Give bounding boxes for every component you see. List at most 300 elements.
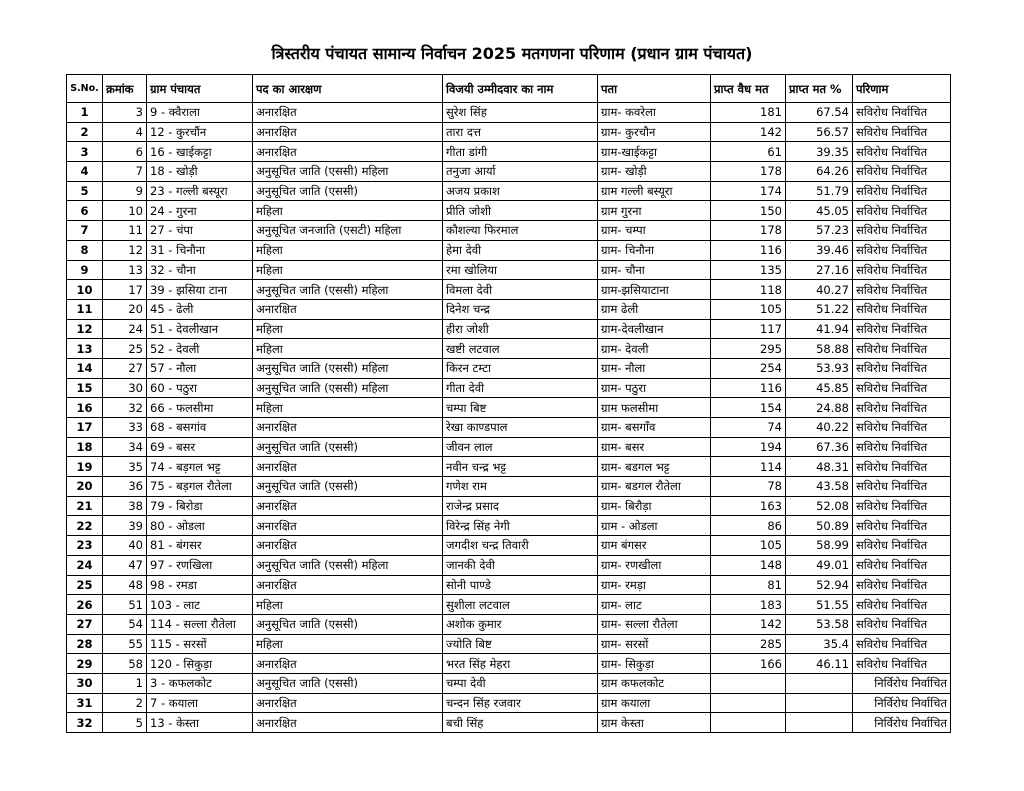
header-reservation: पद का आरक्षण	[253, 75, 443, 103]
cell-reservation: अनुसूचित जाति (एससी)	[253, 437, 443, 457]
cell-vote-percent: 51.55	[786, 595, 853, 615]
cell-sno: 17	[67, 418, 103, 438]
cell-gram-panchayat: 16 - खाईकट्टा	[147, 142, 253, 162]
cell-valid-votes: 78	[711, 477, 786, 497]
cell-result: सविरोध निर्वाचित	[853, 614, 951, 634]
cell-address: ग्राम-खाईकट्टा	[598, 142, 711, 162]
cell-winner-name: चन्दन सिंह रजवार	[443, 693, 598, 713]
cell-gram-panchayat: 45 - ढेली	[147, 299, 253, 319]
cell-address: ग्राम- सिकुड़ा	[598, 654, 711, 674]
cell-reservation: अनारक्षित	[253, 418, 443, 438]
cell-valid-votes: 178	[711, 162, 786, 182]
cell-address: ग्राम फलसीमा	[598, 398, 711, 418]
cell-serial: 58	[103, 654, 147, 674]
cell-sno: 3	[67, 142, 103, 162]
cell-winner-name: गीता देवी	[443, 378, 598, 398]
table-body	[67, 103, 951, 733]
cell-address: ग्राम- चम्पा	[598, 221, 711, 241]
cell-winner-name: विरेन्द्र सिंह नेगी	[443, 516, 598, 536]
cell-reservation: महिला	[253, 634, 443, 654]
cell-gram-panchayat: 13 - केस्ता	[147, 713, 253, 733]
table-row	[67, 142, 951, 162]
cell-address: ग्राम गल्ली बस्यूरा	[598, 181, 711, 201]
cell-sno: 23	[67, 536, 103, 556]
cell-result: सविरोध निर्वाचित	[853, 634, 951, 654]
cell-sno: 18	[67, 437, 103, 457]
cell-result: सविरोध निर्वाचित	[853, 162, 951, 182]
cell-result: सविरोध निर्वाचित	[853, 477, 951, 497]
cell-valid-votes: 295	[711, 339, 786, 359]
cell-gram-panchayat: 69 - बसर	[147, 437, 253, 457]
cell-winner-name: रेखा काण्डपाल	[443, 418, 598, 438]
cell-sno: 29	[67, 654, 103, 674]
cell-reservation: अनारक्षित	[253, 536, 443, 556]
cell-reservation: अनारक्षित	[253, 299, 443, 319]
cell-valid-votes: 154	[711, 398, 786, 418]
cell-sno: 21	[67, 496, 103, 516]
cell-result: निर्विरोध निर्वाचित	[853, 673, 951, 693]
cell-reservation: महिला	[253, 339, 443, 359]
cell-sno: 12	[67, 319, 103, 339]
cell-reservation: अनारक्षित	[253, 457, 443, 477]
cell-serial: 30	[103, 378, 147, 398]
table-row	[67, 713, 951, 733]
cell-reservation: अनारक्षित	[253, 122, 443, 142]
cell-valid-votes: 105	[711, 536, 786, 556]
cell-winner-name: नवीन चन्द्र भट्ट	[443, 457, 598, 477]
header-winner-name: विजयी उम्मीदवार का नाम	[443, 75, 598, 103]
cell-gram-panchayat: 97 - रणखिला	[147, 555, 253, 575]
cell-serial: 36	[103, 477, 147, 497]
cell-gram-panchayat: 18 - खोड़ी	[147, 162, 253, 182]
cell-reservation: अनारक्षित	[253, 103, 443, 123]
cell-winner-name: भरत सिंह मेहरा	[443, 654, 598, 674]
cell-winner-name: हेमा देवी	[443, 240, 598, 260]
cell-winner-name: विमला देवी	[443, 280, 598, 300]
cell-reservation: अनारक्षित	[253, 713, 443, 733]
cell-vote-percent: 67.54	[786, 103, 853, 123]
cell-gram-panchayat: 7 - कयाला	[147, 693, 253, 713]
cell-sno: 6	[67, 201, 103, 221]
cell-sno: 32	[67, 713, 103, 733]
cell-result: सविरोध निर्वाचित	[853, 122, 951, 142]
cell-sno: 27	[67, 614, 103, 634]
cell-valid-votes: 166	[711, 654, 786, 674]
cell-result: सविरोध निर्वाचित	[853, 280, 951, 300]
table-row	[67, 103, 951, 123]
cell-reservation: अनुसूचित जाति (एससी) महिला	[253, 280, 443, 300]
cell-reservation: अनुसूचित जनजाति (एसटी) महिला	[253, 221, 443, 241]
table-row	[67, 398, 951, 418]
header-result: परिणाम	[853, 75, 951, 103]
cell-reservation: महिला	[253, 398, 443, 418]
cell-address: ग्राम- कवरेला	[598, 103, 711, 123]
cell-valid-votes: 181	[711, 103, 786, 123]
cell-valid-votes: 183	[711, 595, 786, 615]
cell-sno: 31	[67, 693, 103, 713]
table-row	[67, 299, 951, 319]
cell-address: ग्राम- रणखीला	[598, 555, 711, 575]
cell-vote-percent: 39.46	[786, 240, 853, 260]
cell-vote-percent: 53.93	[786, 358, 853, 378]
cell-valid-votes: 114	[711, 457, 786, 477]
header-address: पता	[598, 75, 711, 103]
cell-valid-votes	[711, 713, 786, 733]
cell-vote-percent: 46.11	[786, 654, 853, 674]
cell-valid-votes: 148	[711, 555, 786, 575]
cell-result: सविरोध निर्वाचित	[853, 319, 951, 339]
cell-result: सविरोध निर्वाचित	[853, 240, 951, 260]
cell-valid-votes: 254	[711, 358, 786, 378]
cell-winner-name: गीता डांगी	[443, 142, 598, 162]
header-row	[67, 75, 951, 103]
cell-valid-votes: 163	[711, 496, 786, 516]
table-row	[67, 555, 951, 575]
cell-sno: 20	[67, 477, 103, 497]
table-header	[67, 75, 951, 103]
cell-winner-name: ज्योति बिष्ट	[443, 634, 598, 654]
cell-vote-percent: 27.16	[786, 260, 853, 280]
cell-result: निर्विरोध निर्वाचित	[853, 693, 951, 713]
header-valid-votes: प्राप्त वैध मत	[711, 75, 786, 103]
table-row	[67, 280, 951, 300]
cell-result: सविरोध निर्वाचित	[853, 181, 951, 201]
cell-serial: 33	[103, 418, 147, 438]
header-vote-percent: प्राप्त मत %	[786, 75, 853, 103]
cell-address: ग्राम-झसियाटाना	[598, 280, 711, 300]
cell-result: सविरोध निर्वाचित	[853, 201, 951, 221]
table-row	[67, 673, 951, 693]
cell-winner-name: राजेन्द्र प्रसाद	[443, 496, 598, 516]
cell-valid-votes	[711, 693, 786, 713]
cell-result: सविरोध निर्वाचित	[853, 496, 951, 516]
cell-valid-votes: 118	[711, 280, 786, 300]
cell-sno: 11	[67, 299, 103, 319]
table-row	[67, 221, 951, 241]
cell-vote-percent: 57.23	[786, 221, 853, 241]
cell-address: ग्राम- चौना	[598, 260, 711, 280]
cell-gram-panchayat: 52 - देवली	[147, 339, 253, 359]
cell-serial: 55	[103, 634, 147, 654]
cell-serial: 2	[103, 693, 147, 713]
cell-winner-name: तनुजा आर्या	[443, 162, 598, 182]
cell-valid-votes: 116	[711, 240, 786, 260]
cell-vote-percent: 39.35	[786, 142, 853, 162]
cell-winner-name: कौशल्या फिरमाल	[443, 221, 598, 241]
cell-reservation: अनारक्षित	[253, 575, 443, 595]
cell-address: ग्राम- बडगल भट्ट	[598, 457, 711, 477]
cell-address: ग्राम- सल्ला रौतेला	[598, 614, 711, 634]
cell-reservation: अनुसूचित जाति (एससी) महिला	[253, 555, 443, 575]
cell-address: ग्राम- बिरौड़ा	[598, 496, 711, 516]
cell-vote-percent	[786, 693, 853, 713]
cell-serial: 10	[103, 201, 147, 221]
cell-winner-name: चम्पा देवी	[443, 673, 598, 693]
cell-vote-percent: 67.36	[786, 437, 853, 457]
cell-address: ग्राम- बसर	[598, 437, 711, 457]
cell-sno: 4	[67, 162, 103, 182]
cell-sno: 1	[67, 103, 103, 123]
cell-serial: 13	[103, 260, 147, 280]
cell-vote-percent: 40.22	[786, 418, 853, 438]
cell-result: सविरोध निर्वाचित	[853, 595, 951, 615]
cell-serial: 11	[103, 221, 147, 241]
cell-valid-votes	[711, 673, 786, 693]
cell-winner-name: प्रीति जोशी	[443, 201, 598, 221]
cell-valid-votes: 135	[711, 260, 786, 280]
table-row	[67, 437, 951, 457]
table-row	[67, 477, 951, 497]
cell-reservation: अनारक्षित	[253, 142, 443, 162]
table-row	[67, 634, 951, 654]
cell-address: ग्राम- नौला	[598, 358, 711, 378]
cell-vote-percent: 64.26	[786, 162, 853, 182]
cell-address: ग्राम कयाला	[598, 693, 711, 713]
cell-sno: 19	[67, 457, 103, 477]
cell-reservation: महिला	[253, 240, 443, 260]
cell-serial: 54	[103, 614, 147, 634]
cell-sno: 28	[67, 634, 103, 654]
cell-vote-percent: 58.88	[786, 339, 853, 359]
cell-valid-votes: 285	[711, 634, 786, 654]
cell-sno: 16	[67, 398, 103, 418]
cell-reservation: अनारक्षित	[253, 693, 443, 713]
cell-gram-panchayat: 80 - ओडला	[147, 516, 253, 536]
cell-result: सविरोध निर्वाचित	[853, 437, 951, 457]
cell-gram-panchayat: 9 - क्वैराला	[147, 103, 253, 123]
cell-vote-percent: 48.31	[786, 457, 853, 477]
cell-vote-percent: 24.88	[786, 398, 853, 418]
cell-serial: 17	[103, 280, 147, 300]
cell-result: सविरोध निर्वाचित	[853, 221, 951, 241]
cell-valid-votes: 174	[711, 181, 786, 201]
cell-serial: 32	[103, 398, 147, 418]
cell-sno: 22	[67, 516, 103, 536]
table-row	[67, 536, 951, 556]
table-row	[67, 358, 951, 378]
cell-sno: 15	[67, 378, 103, 398]
cell-reservation: अनारक्षित	[253, 516, 443, 536]
cell-gram-panchayat: 75 - बड़गल रौतेला	[147, 477, 253, 497]
cell-serial: 51	[103, 595, 147, 615]
cell-reservation: अनुसूचित जाति (एससी)	[253, 673, 443, 693]
cell-vote-percent: 52.08	[786, 496, 853, 516]
cell-address: ग्राम- देवली	[598, 339, 711, 359]
cell-valid-votes: 194	[711, 437, 786, 457]
cell-address: ग्राम-देवलीखान	[598, 319, 711, 339]
cell-winner-name: अशोक कुमार	[443, 614, 598, 634]
cell-address: ग्राम- सरसों	[598, 634, 711, 654]
cell-valid-votes: 142	[711, 614, 786, 634]
cell-gram-panchayat: 81 - बंगसर	[147, 536, 253, 556]
cell-serial: 48	[103, 575, 147, 595]
cell-gram-panchayat: 12 - कुरचौंन	[147, 122, 253, 142]
cell-reservation: अनुसूचित जाति (एससी)	[253, 181, 443, 201]
cell-vote-percent: 45.05	[786, 201, 853, 221]
cell-valid-votes: 142	[711, 122, 786, 142]
cell-vote-percent: 43.58	[786, 477, 853, 497]
cell-reservation: महिला	[253, 260, 443, 280]
cell-winner-name: जानकी देवी	[443, 555, 598, 575]
cell-gram-panchayat: 32 - चौना	[147, 260, 253, 280]
cell-sno: 14	[67, 358, 103, 378]
cell-result: सविरोध निर्वाचित	[853, 299, 951, 319]
cell-sno: 2	[67, 122, 103, 142]
table-row	[67, 595, 951, 615]
cell-result: सविरोध निर्वाचित	[853, 142, 951, 162]
cell-reservation: अनुसूचित जाति (एससी) महिला	[253, 162, 443, 182]
cell-result: सविरोध निर्वाचित	[853, 575, 951, 595]
cell-valid-votes: 178	[711, 221, 786, 241]
cell-valid-votes: 116	[711, 378, 786, 398]
cell-serial: 25	[103, 339, 147, 359]
cell-vote-percent: 56.57	[786, 122, 853, 142]
cell-address: ग्राम- पठुरा	[598, 378, 711, 398]
cell-address: ग्राम- बसगाँव	[598, 418, 711, 438]
cell-reservation: महिला	[253, 595, 443, 615]
header-serial: क्रमांक	[103, 75, 147, 103]
cell-gram-panchayat: 24 - गुरना	[147, 201, 253, 221]
cell-gram-panchayat: 57 - नौला	[147, 358, 253, 378]
cell-gram-panchayat: 103 - लाट	[147, 595, 253, 615]
cell-address: ग्राम- रमड़ा	[598, 575, 711, 595]
cell-winner-name: जगदीश चन्द्र तिवारी	[443, 536, 598, 556]
cell-address: ग्राम ढेली	[598, 299, 711, 319]
cell-result: सविरोध निर्वाचित	[853, 358, 951, 378]
cell-winner-name: खष्टी लटवाल	[443, 339, 598, 359]
cell-address: ग्राम- लाट	[598, 595, 711, 615]
cell-result: सविरोध निर्वाचित	[853, 418, 951, 438]
cell-valid-votes: 74	[711, 418, 786, 438]
cell-address: ग्राम गुरना	[598, 201, 711, 221]
cell-winner-name: सुरेश सिंह	[443, 103, 598, 123]
cell-vote-percent: 41.94	[786, 319, 853, 339]
cell-serial: 39	[103, 516, 147, 536]
cell-address: ग्राम कफलकोट	[598, 673, 711, 693]
cell-reservation: अनारक्षित	[253, 654, 443, 674]
cell-result: सविरोध निर्वाचित	[853, 378, 951, 398]
table-row	[67, 339, 951, 359]
cell-address: ग्राम- खोड़ी	[598, 162, 711, 182]
cell-sno: 13	[67, 339, 103, 359]
cell-vote-percent: 52.94	[786, 575, 853, 595]
cell-gram-panchayat: 68 - बसगांव	[147, 418, 253, 438]
cell-result: सविरोध निर्वाचित	[853, 398, 951, 418]
cell-gram-panchayat: 115 - सरसों	[147, 634, 253, 654]
cell-winner-name: दिनेश चन्द्र	[443, 299, 598, 319]
cell-serial: 20	[103, 299, 147, 319]
cell-winner-name: बची सिंह	[443, 713, 598, 733]
document-title: त्रिस्तरीय पंचायत सामान्य निर्वाचन 2025 मतगणना परिणाम (प्रधान ग्राम पंचायत)	[271, 44, 753, 63]
cell-winner-name: अजय प्रकाश	[443, 181, 598, 201]
cell-address: ग्राम- चिनौना	[598, 240, 711, 260]
cell-gram-panchayat: 114 - सल्ला रौतेला	[147, 614, 253, 634]
cell-gram-panchayat: 74 - बड़गल भट्ट	[147, 457, 253, 477]
cell-vote-percent: 53.58	[786, 614, 853, 634]
cell-vote-percent: 51.22	[786, 299, 853, 319]
cell-address: ग्राम बंगसर	[598, 536, 711, 556]
cell-gram-panchayat: 60 - पठुरा	[147, 378, 253, 398]
cell-sno: 26	[67, 595, 103, 615]
cell-winner-name: चम्पा बिष्ट	[443, 398, 598, 418]
cell-serial: 5	[103, 713, 147, 733]
cell-gram-panchayat: 66 - फलसीमा	[147, 398, 253, 418]
cell-address: ग्राम- बडगल रौतेला	[598, 477, 711, 497]
cell-result: सविरोध निर्वाचित	[853, 457, 951, 477]
cell-serial: 38	[103, 496, 147, 516]
cell-valid-votes: 86	[711, 516, 786, 536]
table-row	[67, 378, 951, 398]
cell-serial: 12	[103, 240, 147, 260]
cell-result: सविरोध निर्वाचित	[853, 555, 951, 575]
cell-valid-votes: 105	[711, 299, 786, 319]
cell-gram-panchayat: 31 - चिनौना	[147, 240, 253, 260]
cell-gram-panchayat: 27 - चंपा	[147, 221, 253, 241]
cell-gram-panchayat: 79 - बिरोडा	[147, 496, 253, 516]
cell-valid-votes: 61	[711, 142, 786, 162]
cell-gram-panchayat: 39 - झसिया टाना	[147, 280, 253, 300]
cell-winner-name: किरन टम्टा	[443, 358, 598, 378]
cell-gram-panchayat: 98 - रमडा	[147, 575, 253, 595]
table-row	[67, 614, 951, 634]
cell-valid-votes: 81	[711, 575, 786, 595]
cell-gram-panchayat: 51 - देवलीखान	[147, 319, 253, 339]
cell-address: ग्राम केस्ता	[598, 713, 711, 733]
cell-sno: 30	[67, 673, 103, 693]
cell-vote-percent: 35.4	[786, 634, 853, 654]
header-gram-panchayat: ग्राम पंचायत	[147, 75, 253, 103]
cell-sno: 24	[67, 555, 103, 575]
cell-gram-panchayat: 3 - कफलकोट	[147, 673, 253, 693]
cell-winner-name: तारा दत्त	[443, 122, 598, 142]
cell-reservation: अनुसूचित जाति (एससी)	[253, 477, 443, 497]
cell-reservation: अनुसूचित जाति (एससी) महिला	[253, 358, 443, 378]
cell-gram-panchayat: 120 - सिकुड़ा	[147, 654, 253, 674]
cell-vote-percent: 58.99	[786, 536, 853, 556]
cell-winner-name: सुशीला लटवाल	[443, 595, 598, 615]
results-table	[66, 74, 951, 733]
cell-vote-percent	[786, 713, 853, 733]
cell-serial: 47	[103, 555, 147, 575]
cell-address: ग्राम - ओडला	[598, 516, 711, 536]
cell-reservation: अनारक्षित	[253, 496, 443, 516]
cell-reservation: महिला	[253, 319, 443, 339]
cell-reservation: महिला	[253, 201, 443, 221]
table-row	[67, 457, 951, 477]
cell-winner-name: हीरा जोशी	[443, 319, 598, 339]
cell-serial: 1	[103, 673, 147, 693]
cell-sno: 7	[67, 221, 103, 241]
cell-gram-panchayat: 23 - गल्ली बस्यूरा	[147, 181, 253, 201]
cell-serial: 34	[103, 437, 147, 457]
cell-result: निर्विरोध निर्वाचित	[853, 713, 951, 733]
cell-vote-percent: 51.79	[786, 181, 853, 201]
table-row	[67, 201, 951, 221]
table-row	[67, 496, 951, 516]
cell-result: सविरोध निर्वाचित	[853, 339, 951, 359]
table-row	[67, 162, 951, 182]
cell-result: सविरोध निर्वाचित	[853, 516, 951, 536]
cell-serial: 27	[103, 358, 147, 378]
cell-serial: 7	[103, 162, 147, 182]
cell-result: सविरोध निर्वाचित	[853, 536, 951, 556]
cell-vote-percent	[786, 673, 853, 693]
cell-vote-percent: 40.27	[786, 280, 853, 300]
cell-sno: 10	[67, 280, 103, 300]
cell-winner-name: सोनी पाण्डे	[443, 575, 598, 595]
cell-reservation: अनुसूचित जाति (एससी) महिला	[253, 378, 443, 398]
cell-address: ग्राम- कुरचौन	[598, 122, 711, 142]
